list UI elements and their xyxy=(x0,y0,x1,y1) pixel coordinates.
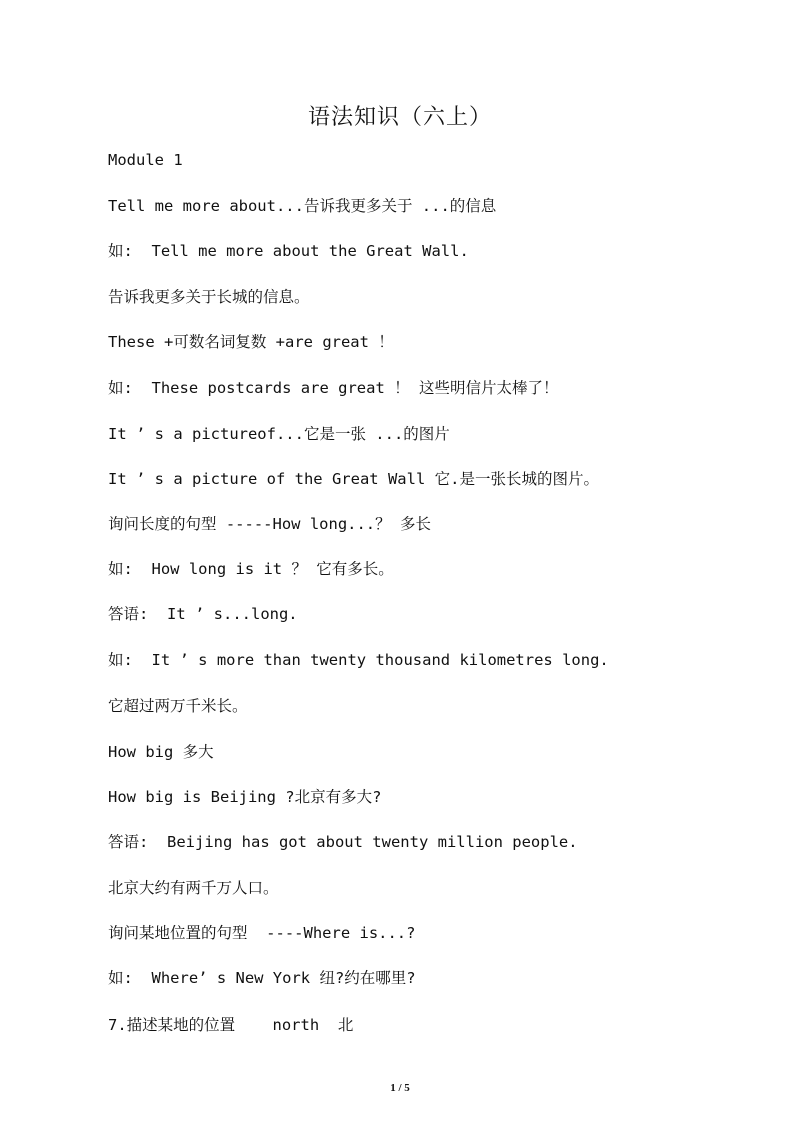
text-line: 询问长度的句型 -----How long...？ 多长 xyxy=(108,515,431,533)
text-line: These +可数名词复数 +are great ！ xyxy=(108,333,394,351)
text-line: 7.描述某地的位置 north 北 xyxy=(108,1016,354,1034)
text-line: 北京大约有两千万人口。 xyxy=(108,879,279,897)
page-title: 语法知识（六上） xyxy=(307,105,492,130)
text-line: 它超过两万千米长。 xyxy=(108,697,248,715)
text-line: 答语: Beijing has got about twenty million people. xyxy=(108,833,578,851)
text-line: How big 多大 xyxy=(108,743,214,761)
text-line: 如: These postcards are great ！ 这些明信片太棒了！ xyxy=(108,379,559,397)
text-line: 如: Tell me more about the Great Wall. xyxy=(108,242,469,260)
text-line: 如: It ’ s more than twenty thousand kilometres long. xyxy=(108,651,609,669)
page-number: 1 / 5 xyxy=(390,1082,410,1094)
text-line: 如: Where’ s New York 纽?约在哪里? xyxy=(108,969,416,987)
text-line: 如: How long is it ？ 它有多长。 xyxy=(108,560,394,578)
text-line: 询问某地位置的句型 ----Where is...? xyxy=(108,924,416,942)
text-line: It ’ s a picture of the Great Wall 它.是一张长城的图片。 xyxy=(108,470,599,488)
text-line: 答语: It ’ s...long. xyxy=(108,605,298,623)
text-line: It ’ s a pictureof...它是一张 ...的图片 xyxy=(108,425,450,443)
text-line: How big is Beijing ?北京有多大? xyxy=(108,788,382,806)
text-line: Tell me more about...告诉我更多关于 ...的信息 xyxy=(108,197,497,215)
text-line: 告诉我更多关于长城的信息。 xyxy=(108,288,310,306)
text-line: Module 1 xyxy=(108,151,183,169)
